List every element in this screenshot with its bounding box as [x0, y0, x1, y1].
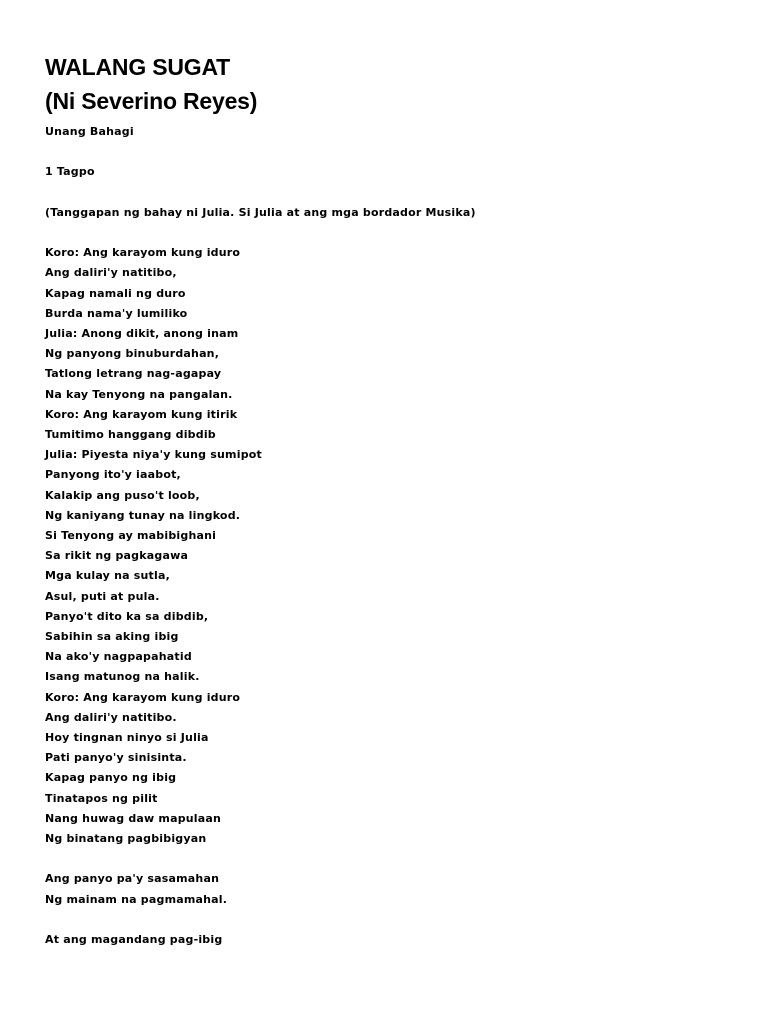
verse-line: Isang matunog na halik. [45, 670, 200, 684]
verse-block-2 [45, 869, 735, 909]
section-heading: Unang Bahagi [45, 125, 134, 138]
verse-line: Hoy tingnan ninyo si Julia [45, 731, 209, 745]
verse-line: Kalakip ang puso't loob, [45, 488, 200, 502]
document-page [45, 50, 735, 950]
verse-line: Ng kaniyang tunay na lingkod. [45, 508, 241, 522]
verse-line: Mga kulay na sutla, [45, 569, 170, 583]
verse-line: Ang panyo pa'y sasamahan [45, 872, 220, 886]
spacer [45, 223, 735, 243]
verse-line: Tumitimo hanggang dibdib [45, 428, 216, 441]
verse-line: Asul, puti at pula. [45, 589, 160, 603]
verse-line: Koro: Ang karayom kung iduro [45, 690, 241, 704]
verse-line: Tatlong letrang nag-agapay [45, 367, 222, 381]
verse-line: Julia: Piyesta niya'y kung sumipot [45, 448, 262, 462]
verse-block-1 [45, 243, 735, 849]
verse-line: Koro: Ang karayom kung iduro [45, 246, 241, 260]
verse-line: Ng binatang pagbibigyan [45, 832, 207, 846]
spacer [45, 183, 735, 203]
verse-line: Julia: Anong dikit, anong inam [45, 326, 239, 340]
spacer [45, 910, 735, 930]
verse-line: Pati panyo'y sinisinta. [45, 751, 187, 765]
verse-line: Koro: Ang karayom kung itirik [45, 407, 238, 421]
verse-line: Ng panyong binuburdahan, [45, 347, 220, 361]
title-line-1: WALANG SUGAT [45, 54, 230, 80]
verse-line: At ang magandang pag-ibig [45, 933, 223, 947]
verse-line: Ang daliri'y natitibo. [45, 710, 177, 724]
scene-heading: 1 Tagpo [45, 165, 95, 179]
verse-line: Kapag namali ng duro [45, 286, 186, 300]
spacer [45, 849, 735, 869]
verse-line: Kapag panyo ng ibig [45, 771, 177, 785]
verse-line: Na kay Tenyong na pangalan. [45, 387, 233, 401]
stage-direction: (Tanggapan ng bahay ni Julia. Si Julia at ang mga bordador Musika) [45, 205, 476, 219]
verse-line: Panyo't dito ka sa dibdib, [45, 609, 209, 623]
verse-line: Ang daliri'y natitibo, [45, 266, 177, 280]
verse-line: Na ako'y nagpapahatid [45, 650, 192, 664]
title-line-2: (Ni Severino Reyes) [45, 88, 258, 114]
verse-line: Si Tenyong ay mabibighani [45, 529, 217, 543]
spacer [45, 142, 735, 162]
verse-line: Panyong ito'y iaabot, [45, 468, 181, 482]
verse-line: Sa rikit ng pagkagawa [45, 549, 189, 563]
verse-line: Burda nama'y lumiliko [45, 306, 188, 320]
verse-block-3 [45, 930, 735, 950]
verse-line: Nang huwag daw mapulaan [45, 811, 222, 825]
verse-line: Tinatapos ng pilit [45, 791, 158, 805]
verse-line: Ng mainam na pagmamahal. [45, 892, 228, 906]
verse-line: Sabihin sa aking ibig [45, 630, 179, 644]
